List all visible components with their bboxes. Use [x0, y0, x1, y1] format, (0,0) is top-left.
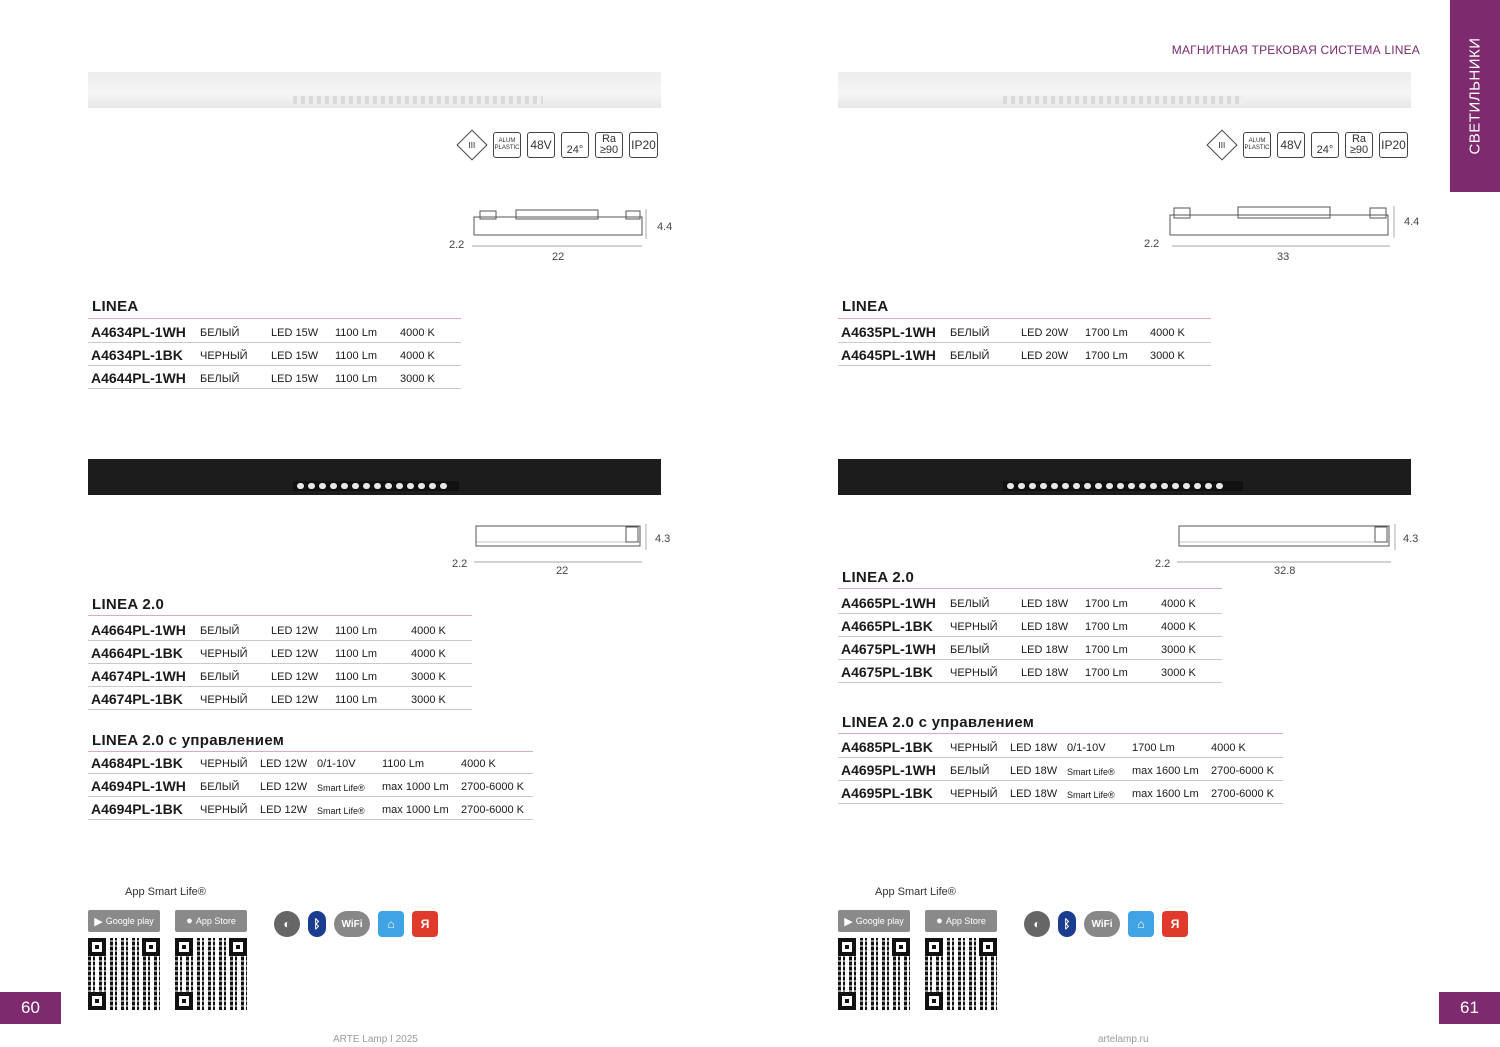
table-title-linea2: LINEA 2.0 — [842, 569, 915, 586]
ip-rating-icon: IP20 — [629, 132, 658, 158]
material-icon: ALUM PLASTIC — [1243, 132, 1271, 158]
control-icons-left — [274, 911, 438, 937]
bluetooth-icon: ᛒ — [1058, 911, 1076, 937]
wifi-icon: WiFi — [1084, 911, 1120, 937]
table-row: A4665PL-1WH БЕЛЫЙ LED 18W 1700 Lm 4000 K — [838, 590, 1222, 614]
dim-depth: 2.2 — [452, 558, 468, 570]
table-title-linea2-control: LINEA 2.0 с управлением — [92, 732, 285, 749]
qr-code-apple — [925, 938, 997, 1010]
class-iii-icon: III — [1206, 129, 1237, 160]
table-row: A4645PL-1WH БЕЛЫЙ LED 20W 1700 Lm 3000 K — [838, 342, 1211, 366]
ra-icon: Ra ≥90 — [595, 132, 623, 158]
dimmer-icon: ◐ — [274, 911, 300, 937]
beam-angle-icon: 24° — [561, 132, 589, 158]
dim-depth: 2.2 — [1144, 238, 1160, 250]
table-row: A4674PL-1BK ЧЕРНЫЙ LED 12W 1100 Lm 3000 K — [88, 686, 472, 710]
dim-length: 22 — [556, 565, 569, 577]
table-row: A4695PL-1WH БЕЛЫЙ LED 18W Smart Life® max 1600 Lm 2700-6000 K — [838, 757, 1283, 781]
page-number-right: 61 — [1439, 992, 1500, 1024]
side-tab-label: СВЕТИЛЬНИКИ — [1466, 37, 1484, 155]
table-row: A4665PL-1BK ЧЕРНЫЙ LED 18W 1700 Lm 4000 K — [838, 613, 1222, 637]
table-title-linea2: LINEA 2.0 — [92, 596, 165, 613]
ip-rating-icon: IP20 — [1379, 132, 1408, 158]
app-label: App Smart Life® — [125, 886, 206, 898]
page-number-left: 60 — [0, 992, 61, 1024]
dim-height: 4.3 — [655, 533, 671, 545]
side-category-tab — [1450, 0, 1500, 192]
table-row: A4664PL-1WH БЕЛЫЙ LED 12W 1100 Lm 4000 K — [88, 617, 472, 641]
yandex-icon: Я — [1162, 911, 1188, 937]
table-row: A4675PL-1WH БЕЛЫЙ LED 18W 1700 Lm 3000 K — [838, 636, 1222, 660]
table-row: A4635PL-1WH БЕЛЫЙ LED 20W 1700 Lm 4000 K — [838, 319, 1211, 343]
footer-brand: ARTE Lamp I 2025 — [333, 1034, 418, 1045]
product-image-linea2-black-328 — [838, 459, 1411, 495]
app-store-button[interactable]: ● App Store — [175, 910, 247, 932]
google-play-button[interactable]: ▶ Google play — [838, 910, 910, 932]
spec-icons-left — [457, 132, 658, 158]
table-row: A4695PL-1BK ЧЕРНЫЙ LED 18W Smart Life® max 1600 Lm 2700-6000 K — [838, 780, 1283, 804]
dimmer-icon: ◐ — [1024, 911, 1050, 937]
google-play-button[interactable]: ▶ Google play — [88, 910, 160, 932]
table-row: A4685PL-1BK ЧЕРНЫЙ LED 18W 0/1-10V 1700 Lm 4000 K — [838, 734, 1283, 758]
table-row: A4634PL-1BK ЧЕРНЫЙ LED 15W 1100 Lm 4000 K — [88, 342, 461, 366]
dim-depth: 2.2 — [449, 239, 465, 251]
material-icon: ALUM PLASTIC — [493, 132, 521, 158]
app-label: App Smart Life® — [875, 886, 956, 898]
bluetooth-icon: ᛒ — [308, 911, 326, 937]
dim-length: 33 — [1277, 251, 1290, 263]
dim-height: 4.4 — [1404, 216, 1420, 228]
smart-home-icon: ⌂ — [1128, 911, 1154, 937]
qr-code-google — [88, 938, 160, 1010]
table-title-linea: LINEA — [92, 298, 139, 315]
table-row: A4675PL-1BK ЧЕРНЫЙ LED 18W 1700 Lm 3000 K — [838, 659, 1222, 683]
table-row: A4634PL-1WH БЕЛЫЙ LED 15W 1100 Lm 4000 K — [88, 319, 461, 343]
voltage-icon: 48V — [1277, 132, 1305, 158]
smart-home-icon: ⌂ — [378, 911, 404, 937]
table-row: A4664PL-1BK ЧЕРНЫЙ LED 12W 1100 Lm 4000 K — [88, 640, 472, 664]
control-icons-right — [1024, 911, 1188, 937]
qr-code-apple — [175, 938, 247, 1010]
class-iii-icon: III — [456, 129, 487, 160]
product-image-linea-white-33 — [838, 72, 1411, 108]
section-title: МАГНИТНАЯ ТРЕКОВАЯ СИСТЕМА LINEA — [1171, 43, 1420, 57]
dim-length: 32.8 — [1274, 565, 1296, 577]
dim-height: 4.3 — [1403, 533, 1419, 545]
dim-height: 4.4 — [657, 221, 673, 233]
dim-depth: 2.2 — [1155, 558, 1171, 570]
table-row: A4674PL-1WH БЕЛЫЙ LED 12W 1100 Lm 3000 K — [88, 663, 472, 687]
yandex-icon: Я — [412, 911, 438, 937]
table-title-linea: LINEA — [842, 298, 889, 315]
dim-length: 22 — [552, 251, 565, 263]
app-store-button[interactable]: ● App Store — [925, 910, 997, 932]
beam-angle-icon: 24° — [1311, 132, 1339, 158]
voltage-icon: 48V — [527, 132, 555, 158]
product-image-linea2-black — [88, 459, 661, 495]
table-row: A4684PL-1BK ЧЕРНЫЙ LED 12W 0/1-10V 1100 Lm 4000 K — [88, 750, 533, 774]
ra-icon: Ra ≥90 — [1345, 132, 1373, 158]
table-row: A4644PL-1WH БЕЛЫЙ LED 15W 1100 Lm 3000 K — [88, 365, 461, 389]
table-row: A4694PL-1BK ЧЕРНЫЙ LED 12W Smart Life® max 1000 Lm 2700-6000 K — [88, 796, 533, 820]
table-title-linea2-control: LINEA 2.0 с управлением — [842, 714, 1035, 731]
table-row: A4694PL-1WH БЕЛЫЙ LED 12W Smart Life® max 1000 Lm 2700-6000 K — [88, 773, 533, 797]
wifi-icon: WiFi — [334, 911, 370, 937]
footer-website: artelamp.ru — [1098, 1034, 1149, 1045]
spec-icons-right — [1207, 132, 1408, 158]
qr-code-google — [838, 938, 910, 1010]
product-image-linea-white — [88, 72, 661, 108]
